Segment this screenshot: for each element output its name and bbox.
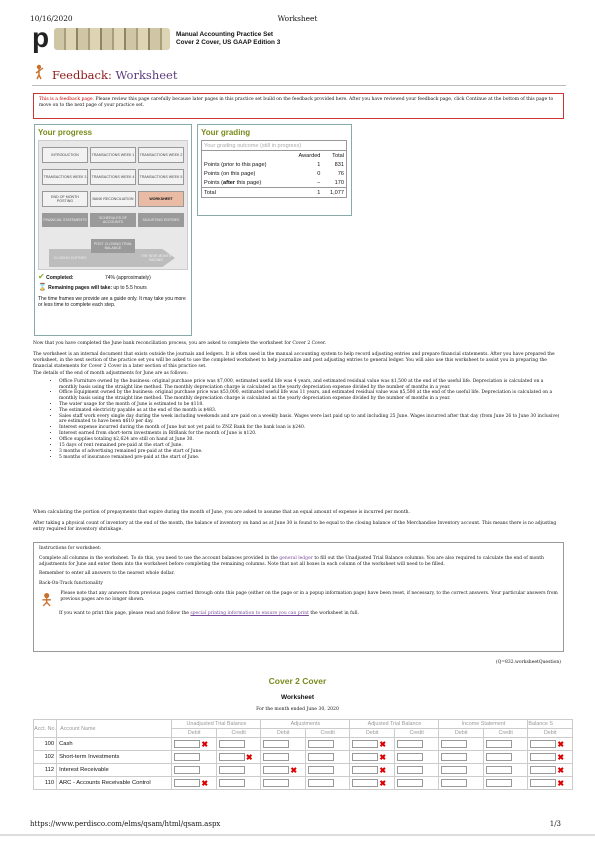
amount-input[interactable] (397, 753, 423, 761)
amount-input[interactable] (308, 740, 334, 748)
general-ledger-link[interactable]: general ledger (279, 555, 313, 561)
divider (32, 85, 566, 86)
worksheet-table: Acct. No. Account Name Unadjusted Trial Balance Adjustments Adjusted Trial Balance Income Statement Balance S Debit Credit Debit Credit Debit Credit Debit Credit Debit 100 Cash ✖ ✖ ✖ 102 Short-term Investments ✖ ✖ ✖ 112 Interest Receivable ✖ ✖ ✖ 110 ARC - Accounts Receivable Control ✖ ✖ ✖ (33, 719, 573, 790)
amount-input[interactable] (486, 740, 512, 748)
feedback-notice: This is a feedback page. Please review this page carefully because later pages in this practice set build on the feedback provided here. After you have reviewed your feedback page, click Continue at the bottom of this page to move on to the next page of your practice set. (33, 93, 564, 119)
period-line: For the month ended June 30, 2020 (256, 707, 339, 712)
instructions-text: Complete all columns in the worksheet. To do this, you need to use the account balances provided in the general ledger to fill out the Unadjusted Trial Balance columns. You are also required to calculate the end of month adjustments for June and enter them into the worksheet before completing the remaining columns. Note that not all boxes in each column of the worksheet will need to be filled. (39, 555, 544, 567)
account-name: Short-term Investments (57, 751, 172, 764)
list-item: • Interest earned from short-term investments in BitBank for the month of June is $120. (59, 431, 560, 437)
list-item: • 3 months of advertising remained pre-paid at the start of June. (59, 449, 560, 455)
amount-input[interactable] (174, 779, 200, 787)
back-on-track-text: Please note that any answers from previous pages carried through onto this page (either on the page or in a popup information page) have been reset, if necessary, to the correct answers. Your particular answers from previous pages are no longer shown. (60, 590, 558, 602)
puzzle-piece: TRANSACTIONS WEEK 2 (138, 147, 184, 163)
incorrect-mark-icon: ✖ (379, 765, 387, 775)
incorrect-mark-icon: ✖ (290, 765, 298, 775)
instructions-box (33, 542, 564, 652)
list-item: • Sales staff work every single day during the week including weekends and are paid on a weekly basis. Wages were last paid up to and including 25 June. Wages incurred after that day (from June 26 to June 30 inclusive) are estimated to have been $610 per day. (59, 414, 560, 425)
account-number: 100 (34, 738, 57, 751)
amount-input[interactable] (308, 753, 334, 761)
amount-input[interactable] (441, 753, 467, 761)
table-row (34, 738, 573, 751)
amount-input[interactable] (486, 753, 512, 761)
grading-table: Your grading outcome (still in progress) Awarded Total Points (prior to this page) 1 831 Points (on this page) 0 76 Points (after this page) − 170 Total 1 1,077 (201, 140, 347, 198)
amount-input[interactable] (441, 779, 467, 787)
incorrect-mark-icon: ✖ (379, 778, 387, 788)
puzzle-piece: THE NEW MONTH BEGINS (140, 254, 172, 262)
table-row (34, 777, 573, 790)
printing-info-link[interactable]: special printing information to ensure you can print (190, 610, 309, 616)
puzzle-piece: END OF MONTH POSTING (42, 191, 88, 207)
account-name: Interest Receivable (57, 764, 172, 777)
feedback-person-icon (34, 64, 46, 80)
amount-input[interactable] (174, 766, 200, 774)
table-row (34, 764, 573, 777)
print-date: 10/16/2020 (30, 14, 73, 23)
intro-paragraph: Now that you have completed the June bank reconciliation process, you are asked to complete the worksheet for Cover 2 Cover. (33, 341, 327, 346)
perdisco-logo: p (32, 26, 172, 52)
adjustments-intro: The details of the end of month adjustments for June are as follows: (33, 371, 188, 376)
rounding-note: Remember to enter all answers to the nearest whole dollar. (39, 571, 175, 577)
account-name: Cash (57, 738, 172, 751)
incorrect-mark-icon: ✖ (245, 752, 253, 762)
puzzle-piece: INTRODUCTION (42, 147, 88, 163)
hourglass-icon: ⌛ (38, 284, 47, 292)
print-note: If you want to print this page, please read and follow the special printing information to ensure you can print the worksheet in full. (59, 610, 359, 616)
completed-line: ✔ Completed: 74% (approximately) (38, 272, 151, 281)
account-number: 112 (34, 764, 57, 777)
puzzle-piece: POST CLOSING TRIAL BALANCE (91, 239, 135, 253)
amount-input[interactable] (308, 779, 334, 787)
incorrect-mark-icon: ✖ (201, 739, 209, 749)
amount-input[interactable] (486, 766, 512, 774)
print-page-title: Worksheet (277, 14, 318, 23)
amount-input[interactable] (174, 740, 200, 748)
grading-row: Points (prior to this page) 1 831 (204, 161, 344, 168)
document-title: Worksheet (280, 694, 315, 701)
amount-input[interactable] (397, 740, 423, 748)
list-item: • Office Furniture owned by the business: original purchase price was $7,000, estimated useful life was 4 years, and estimated residual value was $1,500 at the end of the useful life. Depreciation is calculated on a monthly basis using the straight line method. The monthly depreciation charge is calculated as the yearly depreciation expense divided by the number of months in a year. (59, 379, 560, 390)
grading-total-row: Total 1 1,077 (204, 189, 344, 196)
list-item: • 5 months of insurance remained pre-paid at the start of June. (59, 455, 560, 461)
puzzle-piece: TRANSACTIONS WEEK 3 (42, 169, 88, 185)
progress-panel (34, 124, 192, 336)
amount-input[interactable] (441, 766, 467, 774)
puzzle-piece: CLOSING ENTRIES (53, 256, 87, 260)
account-number: 110 (34, 777, 57, 790)
puzzle-piece: FINANCIAL STATEMENTS (42, 213, 88, 227)
account-number: 102 (34, 751, 57, 764)
incorrect-mark-icon: ✖ (379, 739, 387, 749)
list-item: • The water usage for the month of June is estimated to be $118. (59, 402, 560, 408)
remaining-line: ⌛ Remaining pages will take: up to 5.5 hours (38, 284, 147, 292)
amount-input[interactable] (397, 766, 423, 774)
puzzle-piece: ADJUSTING ENTRIES (138, 213, 184, 227)
puzzle-piece: TRANSACTIONS WEEK 5 (138, 169, 184, 185)
instructions-title: Instructions for worksheet: (39, 546, 102, 551)
amount-input[interactable] (263, 779, 289, 787)
puzzle-piece: TRANSACTIONS WEEK 1 (90, 147, 136, 163)
amount-input[interactable] (308, 766, 334, 774)
amount-input[interactable] (352, 779, 378, 787)
amount-input[interactable] (263, 753, 289, 761)
list-item: • 15 days of rent remained pre-paid at the start of June. (59, 443, 560, 449)
puzzle-piece: BANK RECONCILIATION (90, 191, 136, 207)
incorrect-mark-icon: ✖ (557, 739, 565, 749)
page-edge (0, 834, 595, 836)
grading-row: Points (on this page) 0 76 (204, 170, 344, 177)
check-icon: ✔ (38, 272, 45, 281)
amount-input[interactable] (219, 753, 245, 761)
amount-input[interactable] (530, 779, 556, 787)
back-on-track-title: Back-On-Track functionality (39, 581, 103, 587)
amount-input[interactable] (219, 740, 245, 748)
grading-panel (197, 124, 352, 216)
incorrect-mark-icon: ✖ (201, 778, 209, 788)
amount-input[interactable] (263, 766, 289, 774)
incorrect-mark-icon: ✖ (557, 765, 565, 775)
incorrect-mark-icon: ✖ (379, 752, 387, 762)
list-item: • Office Equipment owned by the business: original purchase price was $53,000, estimated useful life was 11 years, and estimated residual value was $5,500 at the end of the useful life. Depreciation is calculated on a monthly basis using the straight line method. The monthly depreciation charge is calculated as the yearly depreciation expense divided by the number of months in a year. (59, 390, 560, 401)
puzzle-piece: SCHEDULES OF ACCOUNTS (90, 213, 136, 227)
table-row (34, 751, 573, 764)
progress-heading: Your progress (38, 128, 93, 137)
amount-input[interactable] (352, 753, 378, 761)
grading-row: Points (after this page) − 170 (202, 178, 347, 188)
puzzle-piece-current: WORKSHEET (138, 191, 184, 207)
amount-input[interactable] (530, 740, 556, 748)
list-item: • The estimated electricity payable as at the end of the month is $483. (59, 408, 560, 414)
worksheet-description: The worksheet is an internal document that exists outside the journals and ledgers. It is often used in the manual accounting system to help record adjusting entries and prepare financial statements. After you have prepared the worksheet, in the next section of the practice set you will be asked to use the completed worksheet to help journalize and post adjusting entries to general ledger. You will also use this worksheet to assist you in preparing the financial statements for Cover 2 Cover in a later section of this practice set. (33, 352, 555, 369)
amount-input[interactable] (219, 766, 245, 774)
amount-input[interactable] (530, 753, 556, 761)
incorrect-mark-icon: ✖ (557, 778, 565, 788)
amount-input[interactable] (352, 766, 378, 774)
incorrect-mark-icon: ✖ (557, 752, 565, 762)
amount-input[interactable] (486, 779, 512, 787)
adjustments-list (45, 379, 560, 461)
puzzle-piece: TRANSACTIONS WEEK 4 (90, 169, 136, 185)
amount-input[interactable] (441, 740, 467, 748)
prepayment-note: When calculating the portion of prepayments that expire during the month of June, you are asked to assume that an equal amount of expense is incurred per month. (33, 510, 410, 515)
back-on-track-icon (39, 591, 54, 607)
amount-input[interactable] (263, 740, 289, 748)
account-name: ARC - Accounts Receivable Control (57, 777, 172, 790)
page-title: Feedback: Worksheet (52, 68, 178, 82)
footer-page: 1/3 (549, 820, 561, 828)
amount-input[interactable] (174, 753, 200, 761)
inventory-note: After taking a physical count of inventory at the end of the month, the balance of inventory on hand as at June 30 is found to be equal to the closing balance of the Merchandise Inventory account. This means there is no adjusting entry required for inventory shrinkage. (33, 521, 557, 532)
list-item: • Office supplies totaling $2,624 are still on hand at June 30. (59, 437, 560, 443)
amount-input[interactable] (397, 779, 423, 787)
time-note: The time frames we provide are a guide only. It may take you more or less time to complete each step. (38, 295, 186, 309)
app-title: Manual Accounting Practice Set Cover 2 Cover, US GAAP Edition 3 (176, 31, 281, 46)
amount-input[interactable] (352, 740, 378, 748)
footer-url: https://www.perdisco.com/elms/qsam/html/qsam.aspx (30, 820, 221, 828)
company-name: Cover 2 Cover (268, 676, 327, 686)
list-item: • Interest expense incurred during the month of June but not yet paid to ZNZ Bank for the bank loan is $240. (59, 425, 560, 431)
question-id: (Q=832.worksheetQuestion) (495, 660, 561, 665)
amount-input[interactable] (219, 779, 245, 787)
grading-heading: Your grading (201, 128, 251, 137)
amount-input[interactable] (530, 766, 556, 774)
progress-puzzle (38, 140, 188, 270)
